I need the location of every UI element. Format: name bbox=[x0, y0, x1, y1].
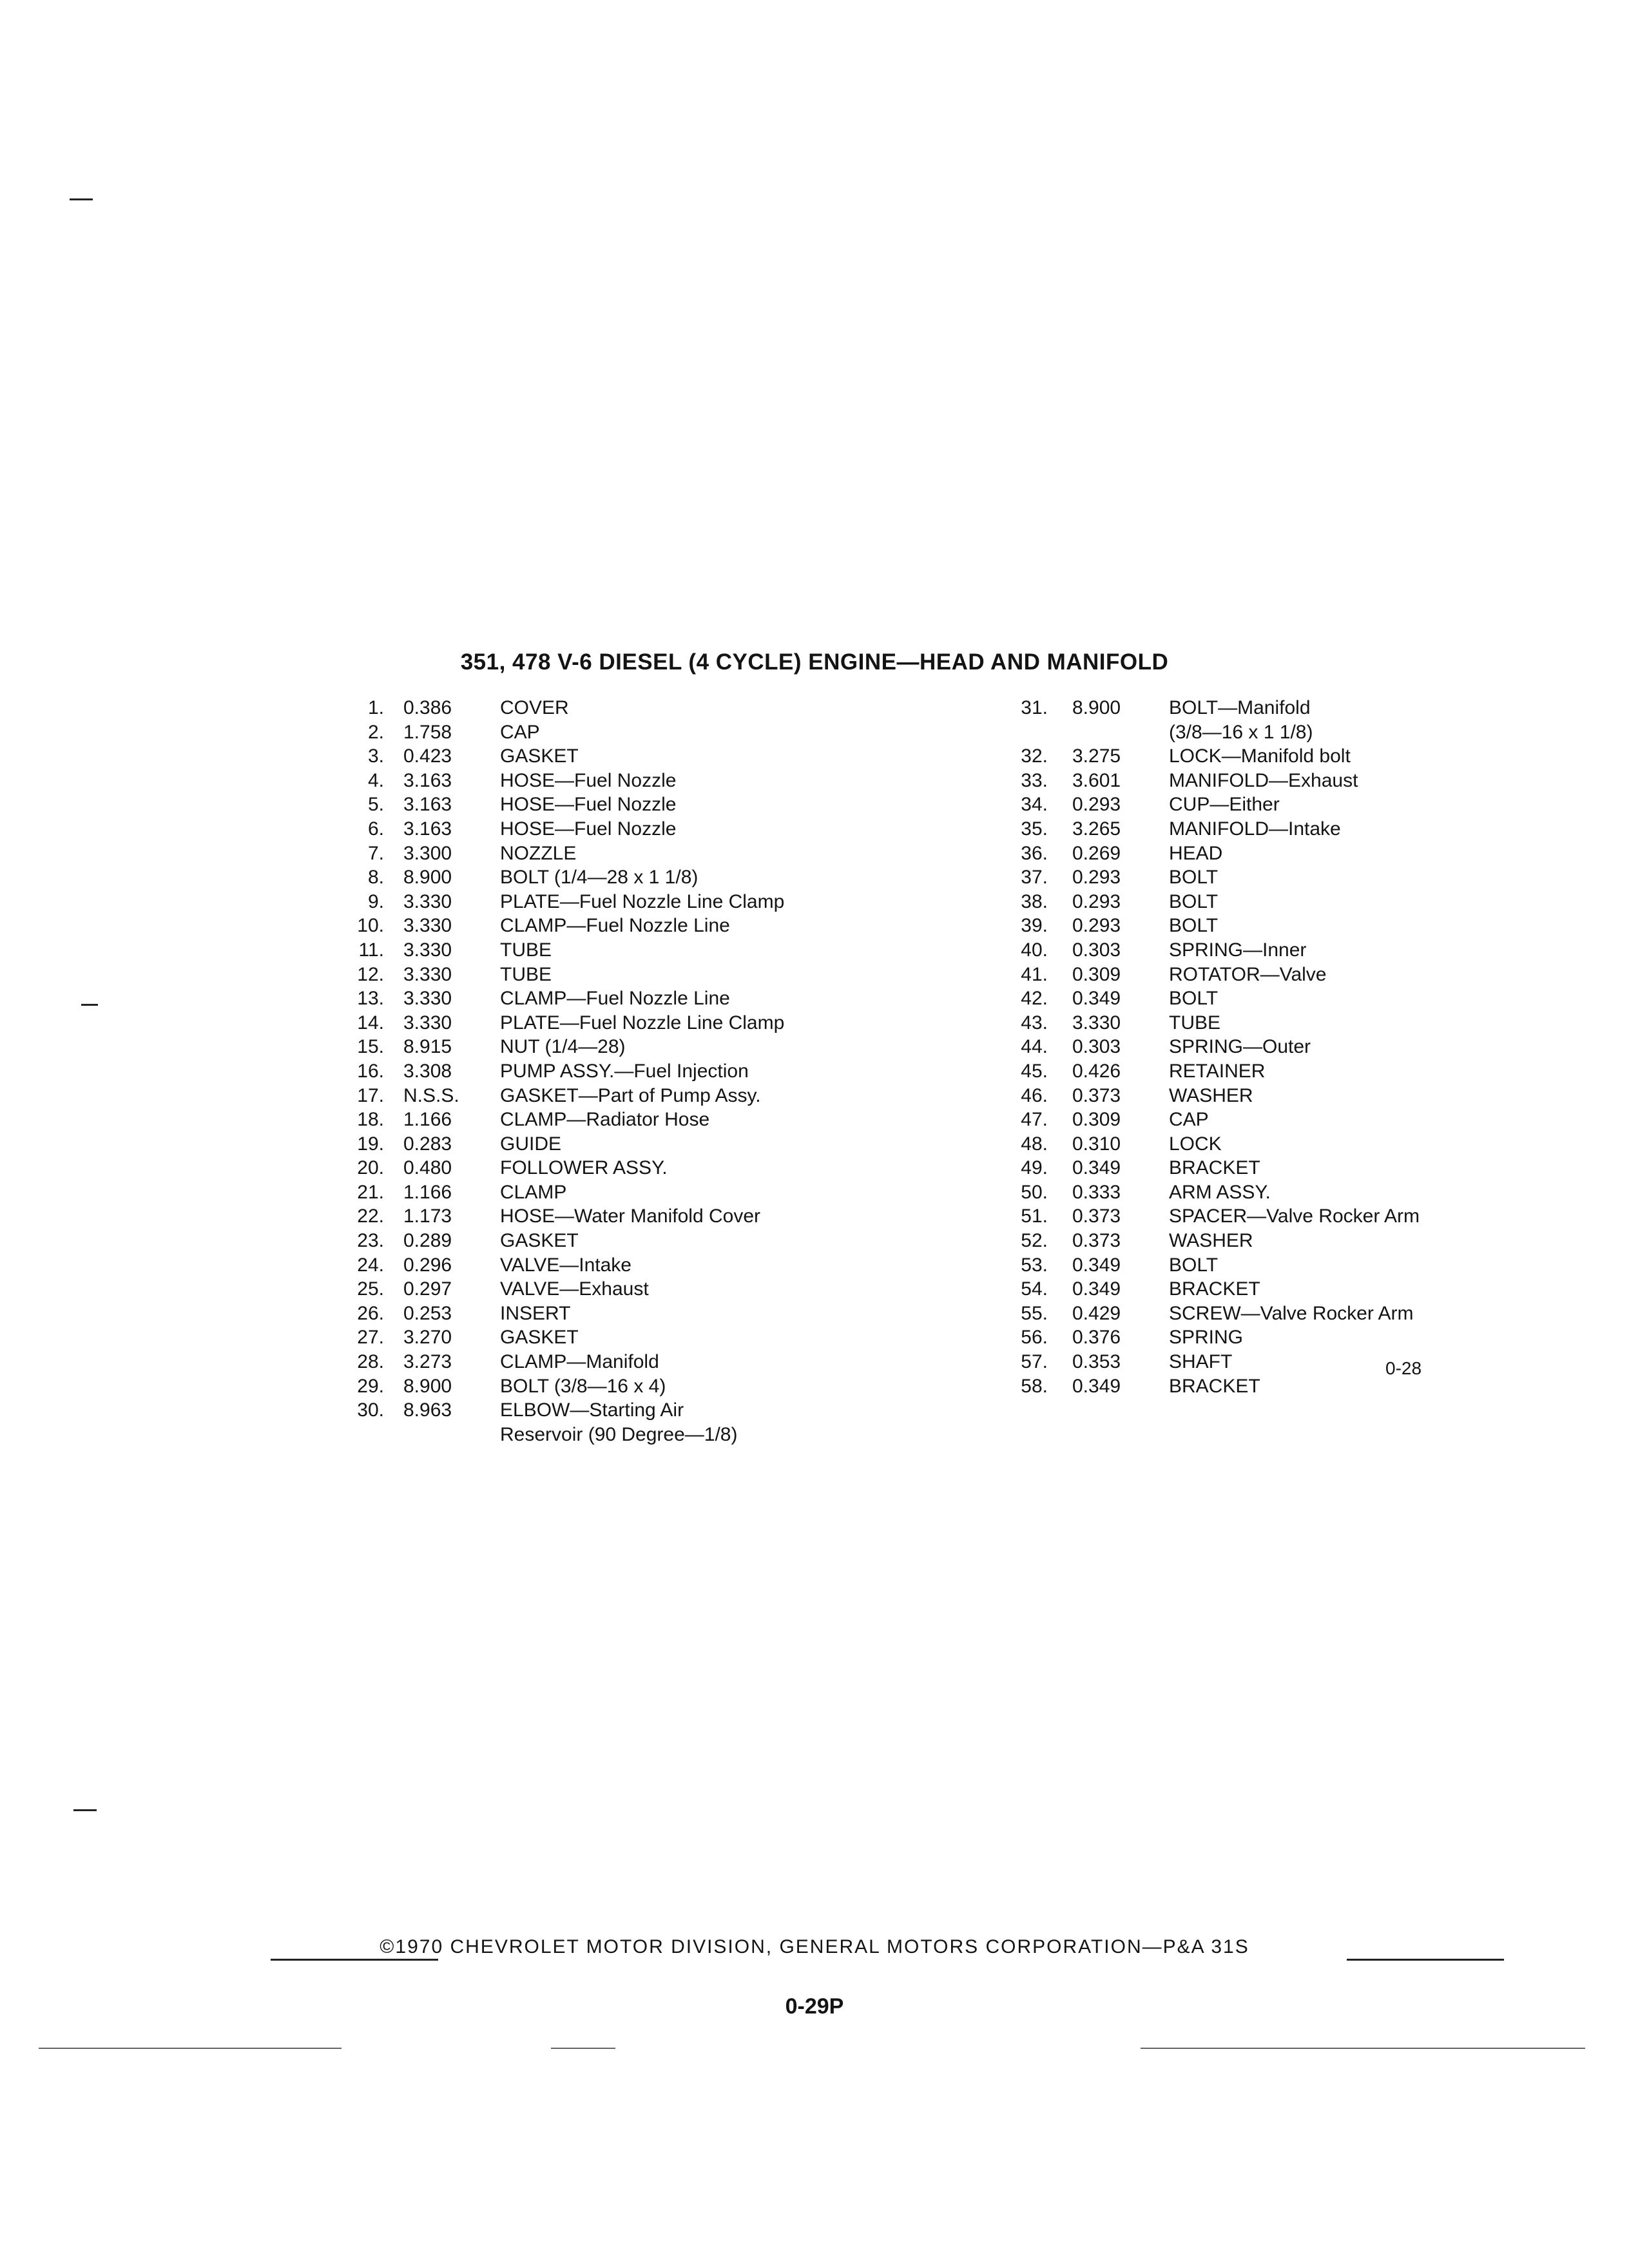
part-description: CAP bbox=[500, 721, 540, 743]
part-description: CLAMP—Fuel Nozzle Line bbox=[500, 915, 730, 937]
item-number: 2. bbox=[367, 721, 384, 743]
group-number: 3.330 bbox=[403, 890, 452, 912]
group-number: 0.253 bbox=[403, 1302, 452, 1324]
item-number: 27. bbox=[357, 1327, 384, 1349]
footer-rule bbox=[271, 1959, 438, 1961]
group-number: 3.330 bbox=[1072, 1012, 1121, 1033]
part-description: HOSE—Fuel Nozzle bbox=[500, 769, 677, 791]
item-number: 38. bbox=[1021, 890, 1048, 912]
part-description: BRACKET bbox=[1169, 1157, 1260, 1179]
group-number: 0.373 bbox=[1072, 1230, 1121, 1252]
item-number: 34. bbox=[1021, 794, 1048, 816]
item-number: 32. bbox=[1021, 745, 1048, 767]
part-description: HOSE—Fuel Nozzle bbox=[500, 818, 677, 840]
group-number: 8.900 bbox=[1072, 697, 1121, 718]
item-number: 3. bbox=[367, 745, 384, 767]
item-number: 36. bbox=[1021, 842, 1048, 864]
item-number: 25. bbox=[357, 1278, 384, 1300]
item-number: 17. bbox=[357, 1084, 384, 1106]
group-number: 3.330 bbox=[403, 988, 452, 1010]
item-number: 15. bbox=[357, 1036, 384, 1058]
item-number: 58. bbox=[1021, 1375, 1048, 1397]
group-number: 1.758 bbox=[403, 721, 452, 743]
group-number: 0.303 bbox=[1072, 939, 1121, 961]
part-description: VALVE—Intake bbox=[500, 1254, 631, 1276]
item-number: 52. bbox=[1021, 1230, 1048, 1252]
item-number: 21. bbox=[357, 1181, 384, 1203]
part-description: SPRING—Outer bbox=[1169, 1036, 1311, 1058]
group-number: 0.310 bbox=[1072, 1133, 1121, 1155]
part-description: CLAMP—Fuel Nozzle Line bbox=[500, 988, 730, 1010]
item-number: 4. bbox=[367, 769, 384, 791]
item-number: 35. bbox=[1021, 818, 1048, 840]
item-number: 43. bbox=[1021, 1012, 1048, 1033]
part-description: BRACKET bbox=[1169, 1278, 1260, 1300]
group-number: 3.330 bbox=[403, 915, 452, 937]
group-number: 3.163 bbox=[403, 769, 452, 791]
part-description: HOSE—Water Manifold Cover bbox=[500, 1206, 761, 1227]
group-number: 0.386 bbox=[403, 697, 452, 718]
part-description: INSERT bbox=[500, 1302, 571, 1324]
part-description: RETAINER bbox=[1169, 1060, 1266, 1082]
item-number: 51. bbox=[1021, 1206, 1048, 1227]
item-number: 30. bbox=[357, 1399, 384, 1421]
part-description: VALVE—Exhaust bbox=[500, 1278, 649, 1300]
group-number: 0.349 bbox=[1072, 1157, 1121, 1179]
part-description: BOLT bbox=[1169, 988, 1219, 1010]
item-number: 13. bbox=[357, 988, 384, 1010]
part-description: ROTATOR—Valve bbox=[1169, 963, 1327, 985]
item-number: 6. bbox=[367, 818, 384, 840]
group-number: 0.373 bbox=[1072, 1084, 1121, 1106]
item-number: 23. bbox=[357, 1230, 384, 1252]
part-description: (3/8—16 x 1 1/8) bbox=[1169, 721, 1313, 743]
scan-artifact-line bbox=[39, 2048, 342, 2049]
item-number: 41. bbox=[1021, 963, 1048, 985]
item-number: 9. bbox=[367, 890, 384, 912]
group-number: 0.423 bbox=[403, 745, 452, 767]
group-number: 0.480 bbox=[403, 1157, 452, 1179]
item-number: 16. bbox=[357, 1060, 384, 1082]
footer-rule bbox=[1347, 1959, 1504, 1961]
group-number: 0.296 bbox=[403, 1254, 452, 1276]
group-number: 0.349 bbox=[1072, 1375, 1121, 1397]
part-description: PLATE—Fuel Nozzle Line Clamp bbox=[500, 890, 785, 912]
item-number: 39. bbox=[1021, 915, 1048, 937]
part-description: GASKET bbox=[500, 1327, 579, 1349]
group-number: 3.270 bbox=[403, 1327, 452, 1349]
item-number: 10. bbox=[357, 915, 384, 937]
group-number: 3.308 bbox=[403, 1060, 452, 1082]
copyright-footer: ©1970 CHEVROLET MOTOR DIVISION, GENERAL MOTORS CORPORATION—P&A 31S bbox=[380, 1936, 1249, 1957]
item-number: 14. bbox=[357, 1012, 384, 1033]
item-number: 7. bbox=[367, 842, 384, 864]
item-number: 20. bbox=[357, 1157, 384, 1179]
item-number: 49. bbox=[1021, 1157, 1048, 1179]
item-number: 40. bbox=[1021, 939, 1048, 961]
part-description: LOCK bbox=[1169, 1133, 1222, 1155]
part-description: SPRING bbox=[1169, 1327, 1244, 1349]
group-number: 0.376 bbox=[1072, 1327, 1121, 1349]
part-description: TUBE bbox=[500, 939, 552, 961]
part-description: GASKET bbox=[500, 745, 579, 767]
group-number: 0.353 bbox=[1072, 1351, 1121, 1373]
part-description: GUIDE bbox=[500, 1133, 562, 1155]
item-number: 22. bbox=[357, 1206, 384, 1227]
item-number: 29. bbox=[357, 1375, 384, 1397]
page-number: 0-29P bbox=[785, 1994, 844, 2019]
group-number: 0.293 bbox=[1072, 867, 1121, 889]
group-number: 0.349 bbox=[1072, 1278, 1121, 1300]
part-description: BRACKET bbox=[1169, 1375, 1260, 1397]
group-number: 3.330 bbox=[403, 939, 452, 961]
page-title: 351, 478 V-6 DIESEL (4 CYCLE) ENGINE—HEAD AND MANIFOLD bbox=[460, 649, 1169, 675]
group-number: 0.293 bbox=[1072, 794, 1121, 816]
group-number: 0.297 bbox=[403, 1278, 452, 1300]
group-number: 3.273 bbox=[403, 1351, 452, 1373]
part-description: LOCK—Manifold bolt bbox=[1169, 745, 1351, 767]
group-number: 0.303 bbox=[1072, 1036, 1121, 1058]
part-description: BOLT bbox=[1169, 890, 1219, 912]
part-description: NUT (1/4—28) bbox=[500, 1036, 626, 1058]
part-description: SPACER—Valve Rocker Arm bbox=[1169, 1206, 1420, 1227]
group-number: 0.289 bbox=[403, 1230, 452, 1252]
part-description: HOSE—Fuel Nozzle bbox=[500, 794, 677, 816]
group-number: 3.300 bbox=[403, 842, 452, 864]
part-description: BOLT (3/8—16 x 4) bbox=[500, 1375, 666, 1397]
part-description: Reservoir (90 Degree—1/8) bbox=[500, 1423, 738, 1445]
item-number: 5. bbox=[367, 794, 384, 816]
part-description: NOZZLE bbox=[500, 842, 577, 864]
item-number: 8. bbox=[367, 867, 384, 889]
group-number: 1.173 bbox=[403, 1206, 452, 1227]
group-number: 0.283 bbox=[403, 1133, 452, 1155]
margin-mark bbox=[81, 1004, 98, 1006]
item-number: 11. bbox=[358, 939, 384, 961]
group-number: 0.269 bbox=[1072, 842, 1121, 864]
group-number: 3.163 bbox=[403, 818, 452, 840]
group-number: N.S.S. bbox=[403, 1084, 459, 1106]
group-number: 0.293 bbox=[1072, 915, 1121, 937]
part-description: COVER bbox=[500, 697, 569, 718]
group-number: 0.349 bbox=[1072, 988, 1121, 1010]
item-number: 12. bbox=[357, 963, 384, 985]
group-number: 0.349 bbox=[1072, 1254, 1121, 1276]
item-number: 26. bbox=[357, 1302, 384, 1324]
item-number: 54. bbox=[1021, 1278, 1048, 1300]
scan-artifact-line bbox=[1141, 2048, 1585, 2049]
part-description: CAP bbox=[1169, 1109, 1209, 1131]
item-number: 53. bbox=[1021, 1254, 1048, 1276]
group-number: 3.330 bbox=[403, 1012, 452, 1033]
part-description: TUBE bbox=[500, 963, 552, 985]
item-number: 42. bbox=[1021, 988, 1048, 1010]
item-number: 28. bbox=[357, 1351, 384, 1373]
group-number: 1.166 bbox=[403, 1109, 452, 1131]
figure-reference: 0-28 bbox=[1385, 1358, 1422, 1378]
group-number: 0.293 bbox=[1072, 890, 1121, 912]
item-number: 48. bbox=[1021, 1133, 1048, 1155]
group-number: 8.900 bbox=[403, 867, 452, 889]
group-number: 1.166 bbox=[403, 1181, 452, 1203]
item-number: 37. bbox=[1021, 867, 1048, 889]
item-number: 57. bbox=[1021, 1351, 1048, 1373]
part-description: MANIFOLD—Exhaust bbox=[1169, 769, 1358, 791]
group-number: 3.601 bbox=[1072, 769, 1121, 791]
group-number: 8.963 bbox=[403, 1399, 452, 1421]
item-number: 50. bbox=[1021, 1181, 1048, 1203]
group-number: 0.333 bbox=[1072, 1181, 1121, 1203]
group-number: 0.309 bbox=[1072, 963, 1121, 985]
part-description: PUMP ASSY.—Fuel Injection bbox=[500, 1060, 749, 1082]
group-number: 0.429 bbox=[1072, 1302, 1121, 1324]
group-number: 3.275 bbox=[1072, 745, 1121, 767]
group-number: 3.265 bbox=[1072, 818, 1121, 840]
item-number: 19. bbox=[357, 1133, 384, 1155]
part-description: CLAMP—Manifold bbox=[500, 1351, 659, 1373]
part-description: TUBE bbox=[1169, 1012, 1221, 1033]
part-description: CLAMP—Radiator Hose bbox=[500, 1109, 710, 1131]
margin-mark bbox=[70, 198, 93, 200]
part-description: SPRING—Inner bbox=[1169, 939, 1307, 961]
group-number: 0.309 bbox=[1072, 1109, 1121, 1131]
group-number: 8.915 bbox=[403, 1036, 452, 1058]
scan-artifact-line bbox=[551, 2048, 615, 2049]
item-number: 1. bbox=[367, 697, 384, 718]
item-number: 33. bbox=[1021, 769, 1048, 791]
group-number: 3.330 bbox=[403, 963, 452, 985]
part-description: BOLT bbox=[1169, 1254, 1219, 1276]
item-number: 45. bbox=[1021, 1060, 1048, 1082]
group-number: 0.373 bbox=[1072, 1206, 1121, 1227]
item-number: 47. bbox=[1021, 1109, 1048, 1131]
item-number: 46. bbox=[1021, 1084, 1048, 1106]
part-description: WASHER bbox=[1169, 1084, 1253, 1106]
item-number: 24. bbox=[357, 1254, 384, 1276]
group-number: 3.163 bbox=[403, 794, 452, 816]
part-description: ELBOW—Starting Air bbox=[500, 1399, 684, 1421]
part-description: SCREW—Valve Rocker Arm bbox=[1169, 1302, 1414, 1324]
item-number: 18. bbox=[357, 1109, 384, 1131]
part-description: SHAFT bbox=[1169, 1351, 1233, 1373]
part-description: BOLT bbox=[1169, 915, 1219, 937]
part-description: GASKET—Part of Pump Assy. bbox=[500, 1084, 761, 1106]
part-description: BOLT—Manifold bbox=[1169, 697, 1311, 718]
item-number: 31. bbox=[1021, 697, 1048, 718]
item-number: 56. bbox=[1021, 1327, 1048, 1349]
part-description: BOLT bbox=[1169, 867, 1219, 889]
part-description: FOLLOWER ASSY. bbox=[500, 1157, 668, 1179]
group-number: 0.426 bbox=[1072, 1060, 1121, 1082]
margin-mark bbox=[73, 1809, 97, 1811]
part-description: HEAD bbox=[1169, 842, 1223, 864]
part-description: WASHER bbox=[1169, 1230, 1253, 1252]
item-number: 55. bbox=[1021, 1302, 1048, 1324]
group-number: 8.900 bbox=[403, 1375, 452, 1397]
part-description: GASKET bbox=[500, 1230, 579, 1252]
part-description: CLAMP bbox=[500, 1181, 567, 1203]
item-number: 44. bbox=[1021, 1036, 1048, 1058]
part-description: MANIFOLD—Intake bbox=[1169, 818, 1341, 840]
part-description: CUP—Either bbox=[1169, 794, 1280, 816]
part-description: PLATE—Fuel Nozzle Line Clamp bbox=[500, 1012, 785, 1033]
part-description: BOLT (1/4—28 x 1 1/8) bbox=[500, 867, 699, 889]
part-description: ARM ASSY. bbox=[1169, 1181, 1271, 1203]
